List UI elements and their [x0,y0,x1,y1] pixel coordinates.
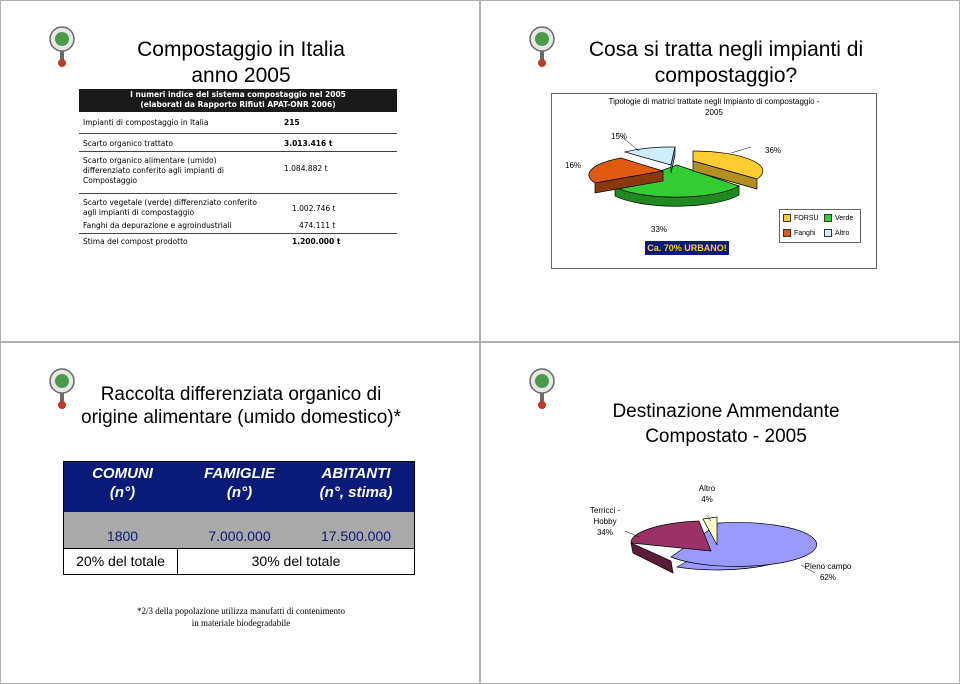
slide-subtitle: compostaggio? [654,64,798,87]
table-cell-value: 7.000.000 [208,528,271,544]
table-row: Stima del compost prodotto 1.200.000 t [79,233,397,248]
data-label-terricci: Terricci - Hobby 34% [589,506,621,537]
slide-title: Destinazione Ammendante [612,401,840,422]
pie-slice-terricci-side [631,543,673,573]
data-label-verde: 33% [651,225,668,234]
slide-cosa-si-tratta[interactable] [480,0,960,342]
data-label-fanghi: 16% [565,161,582,170]
slide-subtitle: origine alimentare (umido domestico)* [81,407,401,428]
data-table [63,461,415,575]
slide-compostaggio-italia[interactable] [0,0,480,342]
slide-destinazione-ammendante[interactable] [480,342,960,684]
pie-slice-terricci [631,521,711,551]
table-row: Impianti di compostaggio in Italia 215 [83,118,300,127]
table-row: Scarto vegetale (verde) differenziato conferito agli impianti di compostaggio 1.002.746 t [79,193,397,216]
chart-legend [779,209,861,243]
slide-title: Compostaggio in Italia [137,38,345,61]
table-footer-cell: 20% del totale [76,553,165,569]
chart-title: Tipologie di matrici trattate negli Impianto di compostaggio - 2005 [608,97,820,117]
legend-item: Fanghi [783,229,815,237]
table-row: Scarto organico alimentare (umido) differenziato conferito agli impianti di Compostaggio 1.084.882 t [79,151,397,192]
table-header-cell: ABITANTI (n°, stima) [298,464,414,502]
data-label-pieno-campo: Pieno campo 62% [804,562,852,582]
legend-item: FORSU [783,214,819,222]
data-label-altro: 15% [611,132,628,141]
table-cell-value: 1800 [106,528,139,544]
legend-item: Altro [824,229,849,237]
data-label-forsu: 36% [765,146,782,155]
table-cell-value: 17.500.000 [320,528,392,544]
table-header-cell: FAMIGLIE (n°) [181,464,298,502]
table-header-cell: COMUNI (n°) [64,464,181,502]
slide-title: Raccolta differenziata organico di [100,384,382,405]
slide-subtitle: anno 2005 [191,64,291,87]
data-label-altro: Altro 4% [698,484,716,504]
organization-logo [47,25,77,69]
pie-chart-destinazione [621,515,821,595]
table-header: I numeri indice del sistema compostaggio nel 2005 (elaborati da Rapporto Rifiuti APAT-ONR 2006) [79,89,397,112]
slide-subtitle: Compostato - 2005 [645,426,807,447]
organization-logo [527,367,557,411]
slide-raccolta-differenziata[interactable] [0,342,480,684]
table-footer-cell: 30% del totale [251,553,341,569]
footnote: *2/3 della popolazione utilizza manufatti di contenimento in materiale biodegradabile [137,606,345,628]
legend-item: Verde [824,214,853,222]
table-row: Fanghi da depurazione e agroindustriali 474.111 t [83,221,336,230]
urbano-callout: Ca. 70% URBANO! [645,241,729,255]
organization-logo [527,25,557,69]
table-row: Scarto organico trattato 3.013.416 t [79,133,397,153]
slide-title: Cosa si tratta negli impianti di [588,38,864,61]
